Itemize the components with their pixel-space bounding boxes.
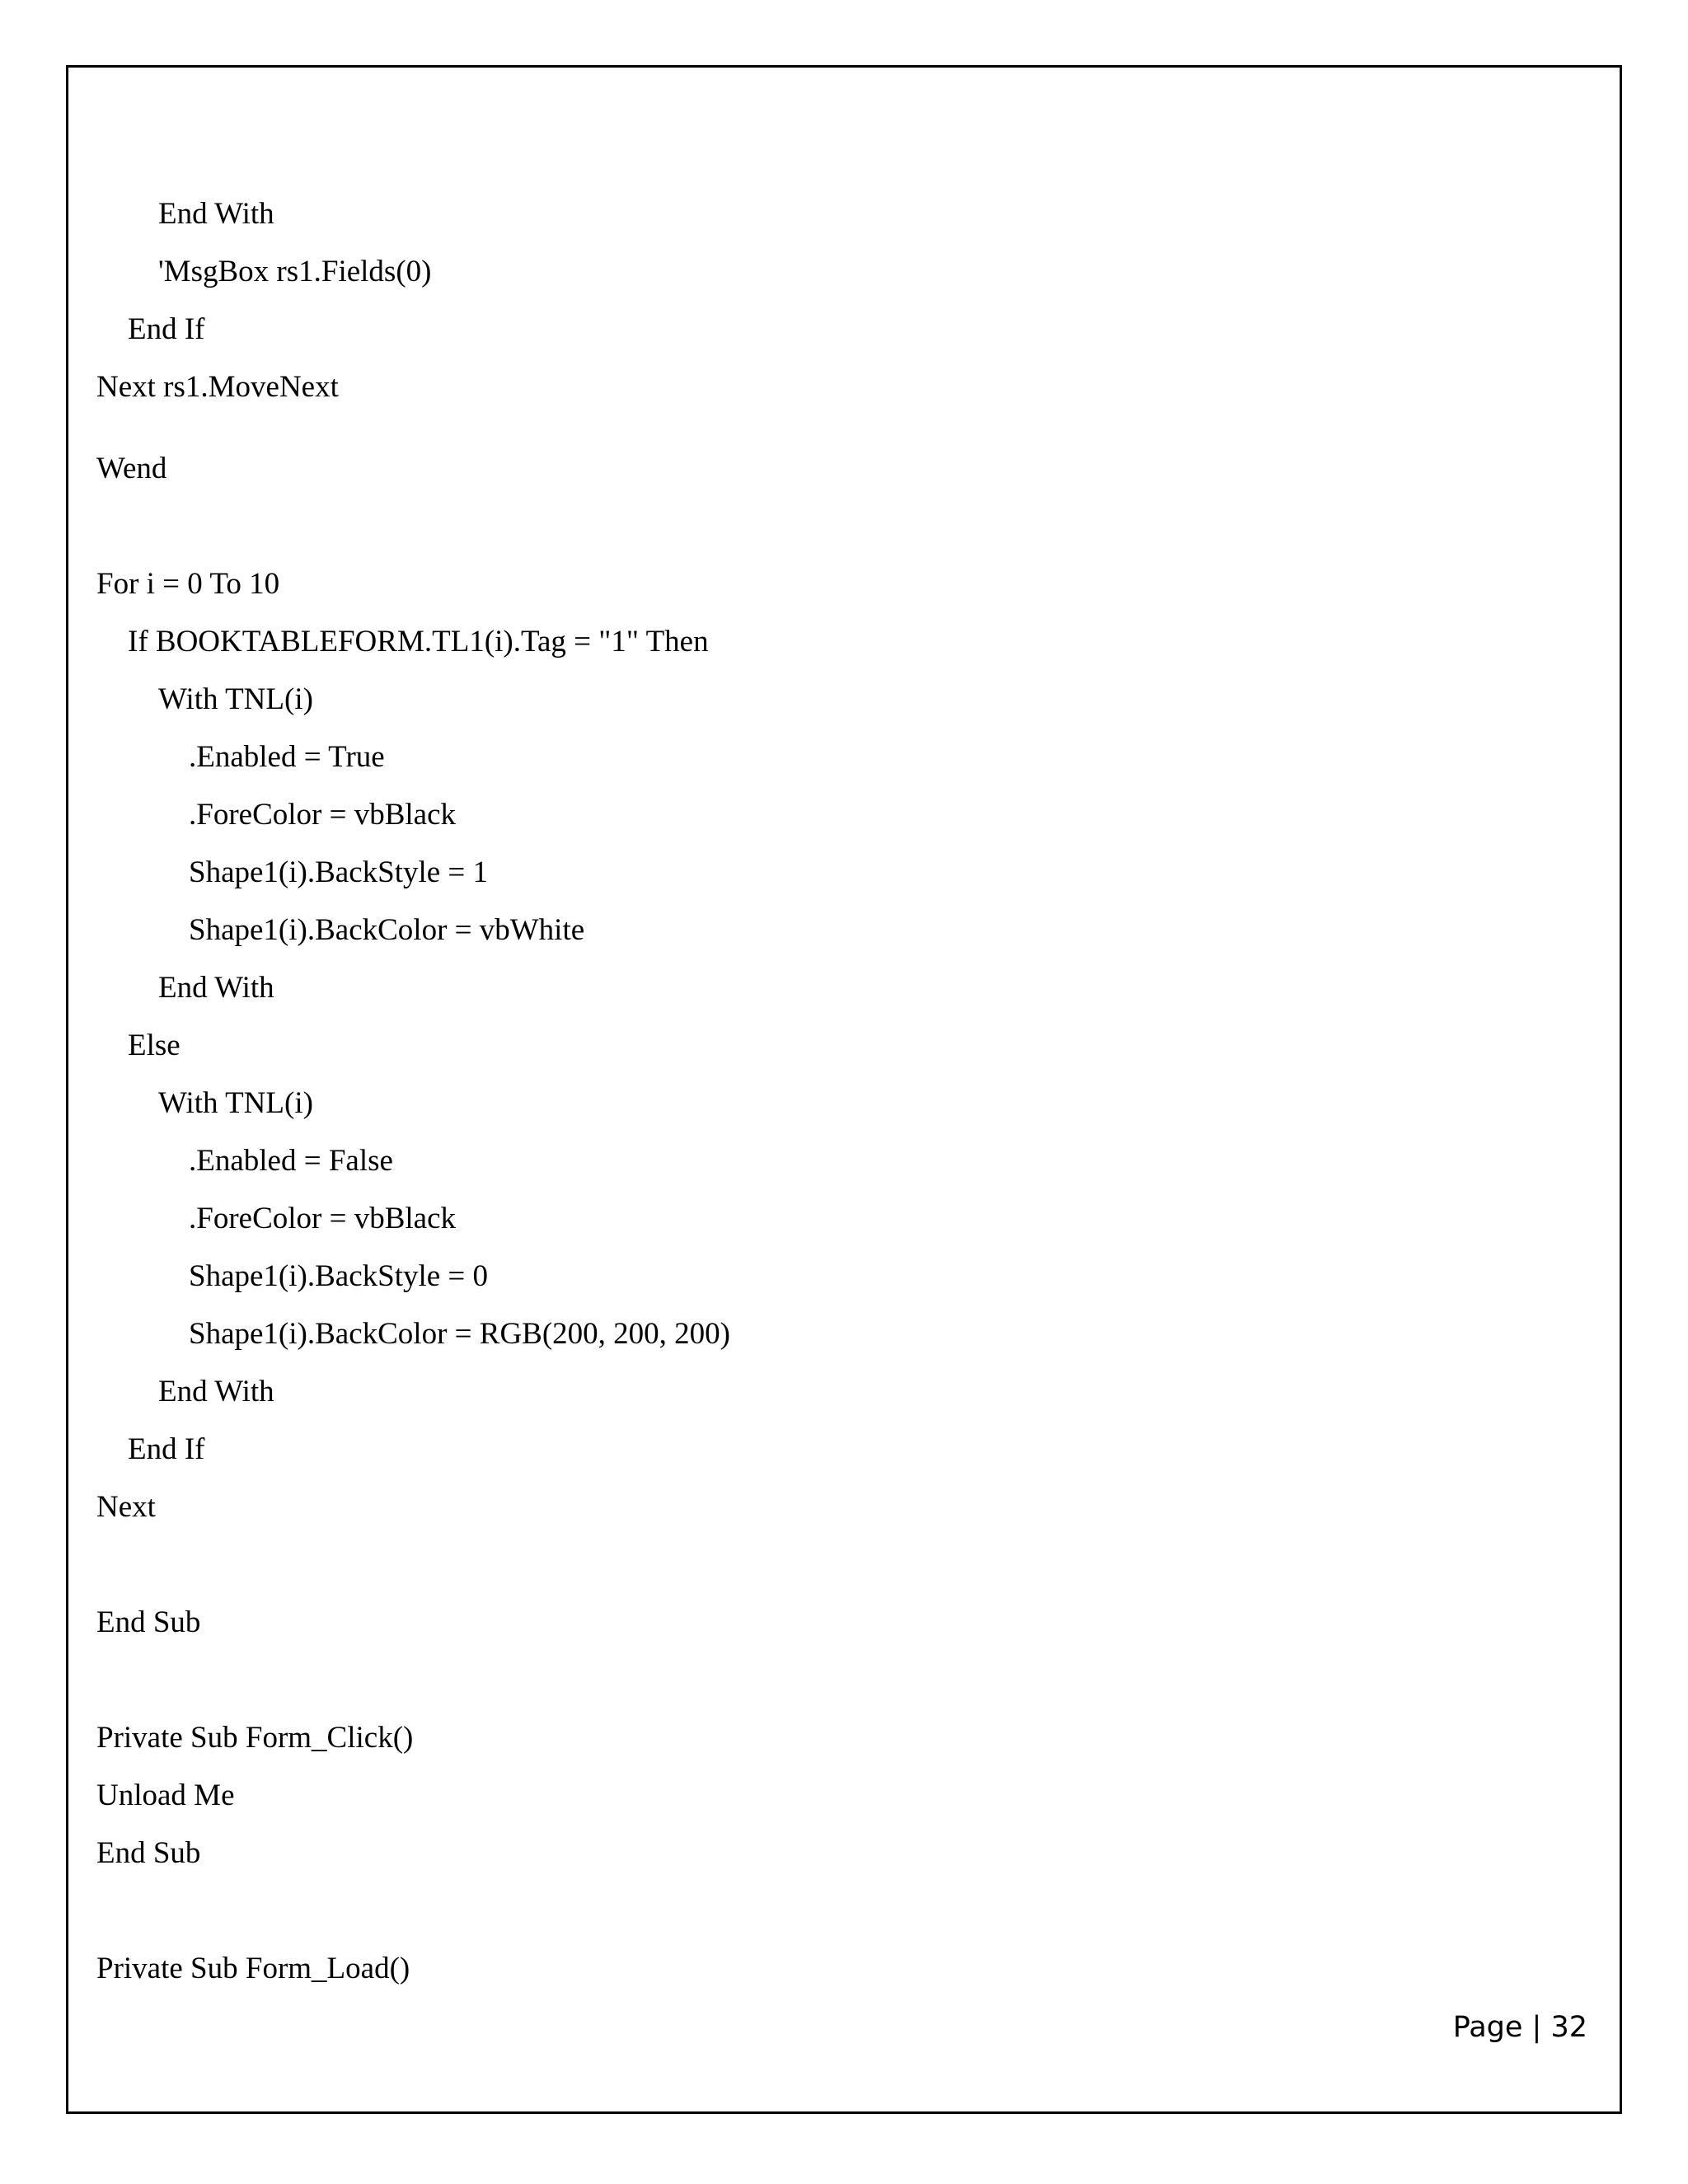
code-line: With TNL(i) — [158, 1086, 313, 1120]
code-line: .Enabled = True — [189, 740, 385, 774]
code-line: End Sub — [96, 1836, 201, 1870]
page-number: Page | 32 — [1452, 2011, 1587, 2044]
code-line: If BOOKTABLEFORM.TL1(i).Tag = "1" Then — [128, 625, 709, 658]
code-line: End If — [128, 1432, 205, 1466]
code-line: Private Sub Form_Click() — [96, 1721, 414, 1755]
code-line: End Sub — [96, 1605, 201, 1639]
code-line: Shape1(i).BackColor = vbWhite — [189, 913, 585, 947]
code-line: 'MsgBox rs1.Fields(0) — [158, 255, 432, 288]
code-line: Shape1(i).BackStyle = 1 — [189, 855, 489, 889]
code-line: End With — [158, 197, 274, 231]
code-line: With TNL(i) — [158, 682, 313, 716]
code-line: Shape1(i).BackStyle = 0 — [189, 1259, 489, 1293]
code-line: Next — [96, 1490, 156, 1524]
code-line: End With — [158, 1375, 274, 1408]
code-line: Next rs1.MoveNext — [96, 370, 339, 404]
code-line: End If — [128, 312, 205, 346]
code-line: End With — [158, 971, 274, 1005]
code-line: Shape1(i).BackColor = RGB(200, 200, 200) — [189, 1317, 730, 1351]
code-line: .ForeColor = vbBlack — [189, 1202, 457, 1235]
code-line: For i = 0 To 10 — [96, 567, 280, 601]
code-line: .ForeColor = vbBlack — [189, 798, 457, 832]
code-line: .Enabled = False — [189, 1144, 393, 1178]
code-line: Private Sub Form_Load() — [96, 1952, 410, 1985]
code-line: Else — [128, 1029, 181, 1062]
code-line: Unload Me — [96, 1779, 235, 1812]
code-line: Wend — [96, 452, 167, 485]
